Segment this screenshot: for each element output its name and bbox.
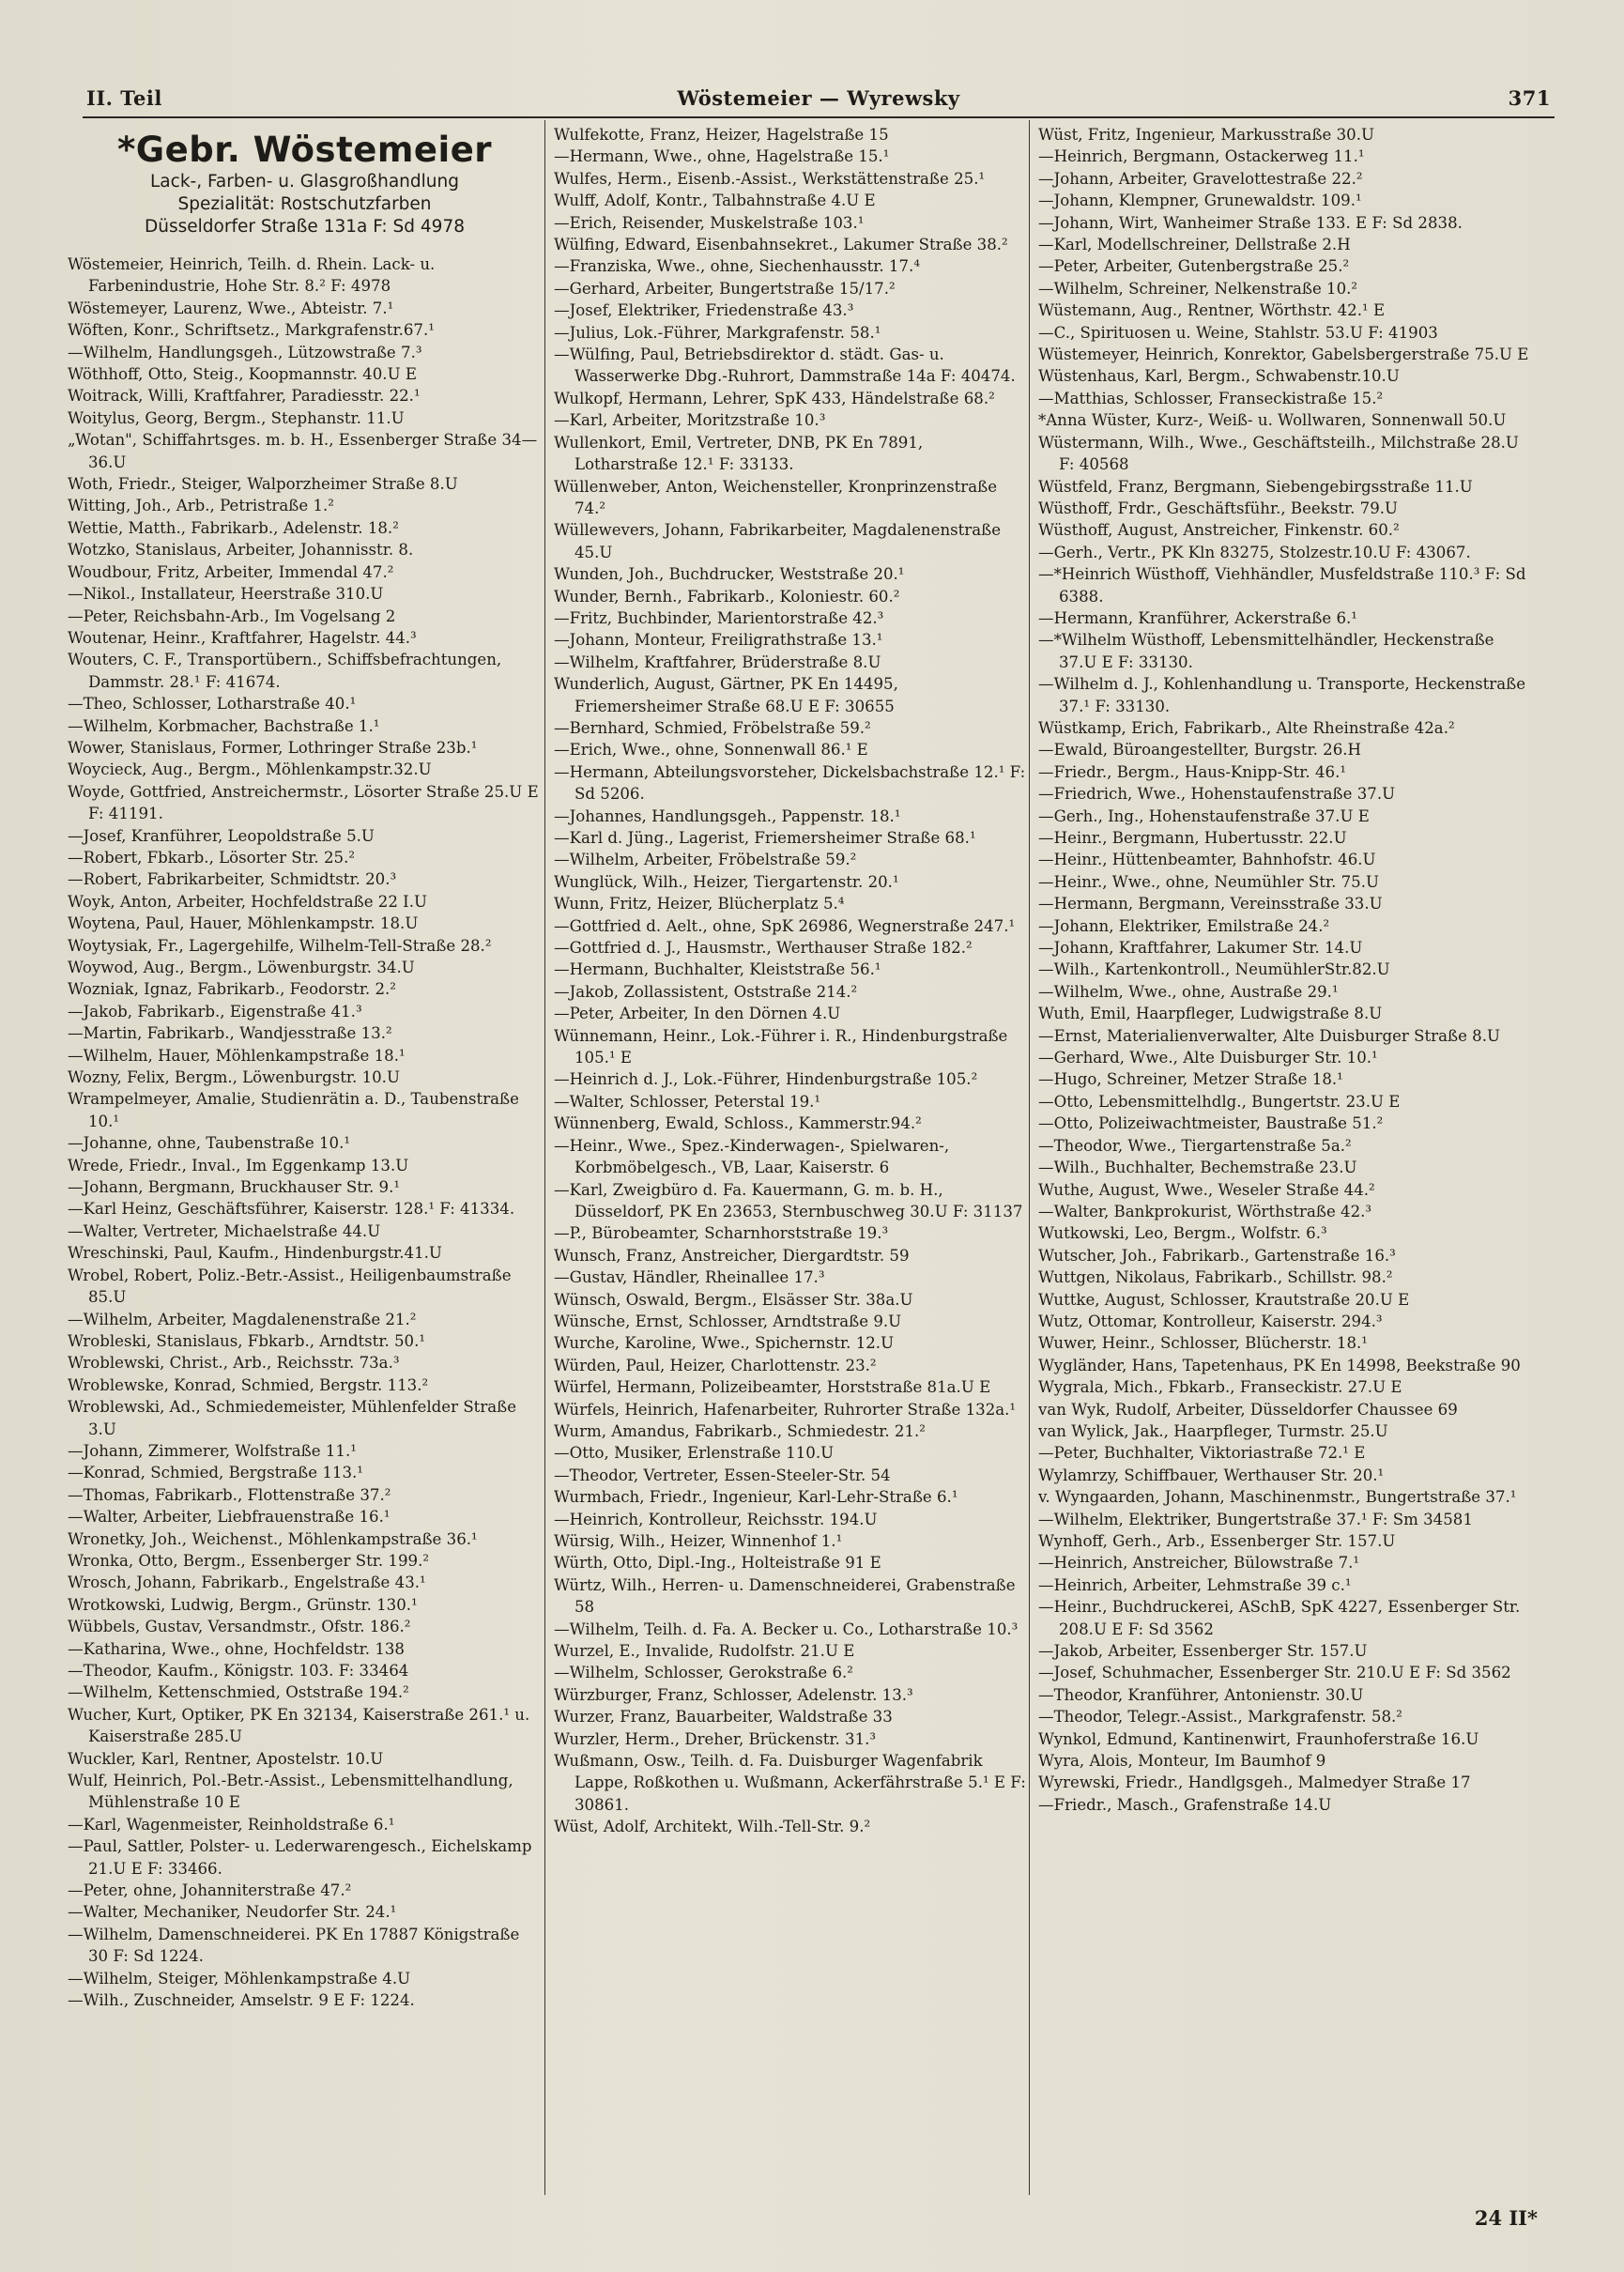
directory-entry: Wutkowski, Leo, Bergm., Wolfstr. 6.³ (1038, 1224, 1327, 1243)
directory-entry: Wulff, Adolf, Kontr., Talbahnstraße 4.U E (554, 192, 876, 210)
directory-entry: Wuttke, August, Schlosser, Krautstraße 20.U E (1038, 1290, 1410, 1309)
ad-line: Spezialität: Rostschutzfarben (177, 194, 432, 214)
column-middle (554, 124, 1028, 1838)
directory-entry: Wüllewevers, Johann, Fabrikarbeiter, Magdalenenstraße 45.U (554, 521, 1002, 561)
directory-entry: Wurm, Amandus, Fabrikarb., Schmiedestr. 21.² (554, 1421, 926, 1440)
directory-entry: —Gottfried d. J., Hausmstr., Werthauser Straße 182.² (554, 939, 973, 958)
directory-entry: —Wilhelm, Arbeiter, Fröbelstraße 59.² (554, 851, 857, 869)
directory-entry: —Hermann, Kranführer, Ackerstraße 6.¹ (1038, 608, 1357, 627)
directory-entry: —Karl, Zweigbüro d. Fa. Kauermann, G. m. b. H., Düsseldorf, PK En 23653, Sternbuschweg 30.U F: 31137 (554, 1180, 1023, 1220)
directory-entry: —Robert, Fabrikarbeiter, Schmidtstr. 20.³ (68, 870, 397, 889)
directory-entry: —P., Bürobeamter, Scharnhorststraße 19.³ (554, 1224, 889, 1243)
directory-entry: —Wilh., Buchhalter, Bechemstraße 23.U (1038, 1159, 1357, 1177)
directory-entry: Wulkopf, Hermann, Lehrer, SpK 433, Händelstraße 68.² (554, 389, 995, 407)
directory-entry: Wrotkowski, Ludwig, Bergm., Grünstr. 130.¹ (68, 1595, 418, 1614)
page-number: 371 (1508, 86, 1551, 110)
directory-entry: Würtz, Wilh., Herren- u. Damenschneiderei, Grabenstraße 58 (554, 1575, 1016, 1617)
directory-entry: Wrobleski, Stanislaus, Fbkarb., Arndtstr. 50.¹ (68, 1331, 426, 1350)
directory-entry: —Matthias, Schlosser, Franseckistraße 15.² (1038, 389, 1384, 407)
directory-entry: *Anna Wüster, Kurz-, Weiß- u. Wollwaren, Sonnenwall 50.U (1038, 411, 1507, 430)
directory-entry: Wrosch, Johann, Fabrikarb., Engelstraße 43.¹ (68, 1574, 426, 1592)
page-header (86, 86, 1551, 118)
section-label: II. Teil (86, 86, 162, 110)
directory-entry: —Peter, Arbeiter, Gutenbergstraße 25.² (1038, 257, 1350, 276)
directory-entry: —Walter, Bankprokurist, Wörthstraße 42.³ (1038, 1202, 1372, 1220)
directory-entry: —Gerh., Vertr., PK Kln 83275, Stolzestr.10.U F: 43067. (1038, 543, 1471, 561)
directory-entry: —Gustav, Händler, Rheinallee 17.³ (554, 1268, 825, 1287)
directory-entry: Woyde, Gottfried, Anstreichermstr., Lösorter Straße 25.U E F: 41191. (68, 782, 539, 823)
directory-entry: —Wilhelm, Elektriker, Bungertstraße 37.¹ F: Sm 34581 (1038, 1510, 1473, 1528)
directory-entry: Wutscher, Joh., Fabrikarb., Gartenstraße 16.³ (1038, 1246, 1396, 1265)
directory-entry: —Heinr., Wwe., ohne, Neumühler Str. 75.U (1038, 872, 1379, 891)
directory-entry: —*Heinrich Wüsthoff, Viehhändler, Musfeldstraße 110.³ F: Sd 6388. (1038, 565, 1526, 606)
directory-entry: —Heinrich, Kontrolleur, Reichsstr. 194.U (554, 1510, 878, 1528)
directory-entry: —Walter, Arbeiter, Liebfrauenstraße 16.¹ (68, 1508, 391, 1527)
directory-entry: —Wilhelm, Kraftfahrer, Brüderstraße 8.U (554, 652, 881, 671)
directory-entry: —Johann, Elektriker, Emilstraße 24.² (1038, 916, 1330, 935)
directory-entry: Wuth, Emil, Haarpfleger, Ludwigstraße 8.U (1038, 1005, 1383, 1023)
directory-entry: Wunder, Bernh., Fabrikarb., Koloniestr. 60.² (554, 587, 900, 606)
directory-entry: Woutenar, Heinr., Kraftfahrer, Hagelstr. 44.³ (68, 628, 417, 647)
directory-entry: Woycieck, Aug., Bergm., Möhlenkampstr.32.U (68, 760, 432, 779)
header-divider (83, 116, 1555, 118)
directory-entry: Wylamrzy, Schiffbauer, Werthauser Str. 20.¹ (1038, 1466, 1385, 1484)
directory-entry: —Peter, Arbeiter, In den Dörnen 4.U (554, 1005, 841, 1023)
directory-entry: Wöstemeyer, Laurenz, Wwe., Abteistr. 7.¹ (68, 299, 394, 317)
directory-entry: —Heinrich, Arbeiter, Lehmstraße 39 c.¹ (1038, 1575, 1352, 1594)
directory-entry: Wurmbach, Friedr., Ingenieur, Karl-Lehr-Straße 6.¹ (554, 1488, 958, 1507)
directory-entry: Wulfekotte, Franz, Heizer, Hagelstraße 15 (554, 126, 889, 144)
directory-entry: Wüst, Fritz, Ingenieur, Markusstraße 30.U (1038, 126, 1374, 144)
directory-entry: —Jakob, Fabrikarb., Eigenstraße 41.³ (68, 1002, 362, 1021)
directory-entry: —Johann, Arbeiter, Gravelottestraße 22.² (1038, 169, 1363, 188)
directory-entry: Wullenkort, Emil, Vertreter, DNB, PK En 7891, Lotharstraße 12.¹ F: 33133. (554, 433, 924, 474)
directory-entry: —Johann, Klempner, Grunewaldstr. 109.¹ (1038, 192, 1362, 210)
directory-entry: Würth, Otto, Dipl.-Ing., Holteistraße 91 E (554, 1554, 881, 1573)
directory-entry: —Karl Heinz, Geschäftsführer, Kaiserstr. 128.¹ F: 41334. (68, 1200, 515, 1219)
directory-entry: —Paul, Sattler, Polster- u. Lederwarengesch., Eichelskamp 21.U E F: 33466. (68, 1837, 532, 1878)
directory-entry: Woytena, Paul, Hauer, Möhlenkampstr. 18.U (68, 914, 419, 933)
directory-entry: Wüsthoff, August, Anstreicher, Finkenstr. 60.² (1038, 521, 1400, 540)
directory-entry: —Martin, Fabrikarb., Wandjesstraße 13.² (68, 1024, 392, 1043)
advertisement-box (68, 130, 542, 238)
directory-entry: Wygrala, Mich., Fbkarb., Franseckistr. 27.U E (1038, 1378, 1402, 1397)
directory-entry: Wüstkamp, Erich, Fabrikarb., Alte Rheinstraße 42a.² (1038, 718, 1455, 737)
directory-entry: —Theodor, Kranführer, Antonienstr. 30.U (1038, 1685, 1364, 1704)
directory-entry: —Friedrich, Wwe., Hohenstaufenstraße 37.U (1038, 785, 1396, 804)
directory-entry: —Nikol., Installateur, Heerstraße 310.U (68, 585, 384, 604)
directory-entry: —Thomas, Fabrikarb., Flottenstraße 37.² (68, 1485, 391, 1504)
column-left (68, 124, 542, 2012)
directory-entry: —Wilhelm, Hauer, Möhlenkampstraße 18.¹ (68, 1046, 406, 1065)
directory-entry: Würfels, Heinrich, Hafenarbeiter, Ruhrorter Straße 132a.¹ (554, 1400, 1017, 1419)
directory-entry: —Ewald, Büroangestellter, Burgstr. 26.H (1038, 741, 1362, 760)
directory-entry: —Friedr., Bergm., Haus-Knipp-Str. 46.¹ (1038, 762, 1347, 781)
directory-entry: —Wilh., Zuschneider, Amselstr. 9 E F: 1224. (68, 1991, 415, 2010)
directory-entry: —Fritz, Buchbinder, Marientorstraße 42.³ (554, 608, 884, 627)
directory-entry: Wrampelmeyer, Amalie, Studienrätin a. D., Taubenstraße 10.¹ (68, 1090, 519, 1130)
directory-entry: Wünsch, Oswald, Bergm., Elsässer Str. 38a.U (554, 1290, 913, 1309)
directory-entry: Wünnenberg, Ewald, Schloss., Kammerstr.94.² (554, 1114, 922, 1133)
directory-entry: Wotzko, Stanislaus, Arbeiter, Johannisstr. 8. (68, 541, 414, 560)
directory-entry: Wreschinski, Paul, Kaufm., Hindenburgstr.41.U (68, 1244, 442, 1263)
directory-entry: Woth, Friedr., Steiger, Walporzheimer Straße 8.U (68, 475, 458, 494)
directory-entry: Wunden, Joh., Buchdrucker, Weststraße 20.¹ (554, 565, 905, 584)
directory-entry: —Peter, Reichsbahn-Arb., Im Vogelsang 2 (68, 606, 396, 625)
directory-entry: —Heinr., Wwe., Spez.-Kinderwagen-, Spielwaren-, Korbmöbelgesch., VB, Laar, Kaiserstr. 6 (554, 1136, 950, 1177)
directory-entry: —Theodor, Kaufm., Königstr. 103. F: 33464 (68, 1662, 409, 1680)
directory-entry: —Karl, Arbeiter, Moritzstraße 10.³ (554, 411, 826, 430)
directory-entry: Woytysiak, Fr., Lagergehilfe, Wilhelm-Tell-Straße 28.² (68, 936, 492, 955)
directory-entry: —Heinr., Hüttenbeamter, Bahnhofstr. 46.U (1038, 851, 1376, 869)
directory-entry: —Peter, Buchhalter, Viktoriastraße 72.¹ E (1038, 1444, 1366, 1463)
directory-entry: Wroblewske, Konrad, Schmied, Bergstr. 113.² (68, 1375, 429, 1394)
directory-entry: Würsig, Wilh., Heizer, Winnenhof 1.¹ (554, 1532, 843, 1550)
directory-entry: —Hugo, Schreiner, Metzer Straße 18.¹ (1038, 1070, 1343, 1089)
directory-entry: —Josef, Kranführer, Leopoldstraße 5.U (68, 826, 375, 845)
directory-entry: Wurzer, Franz, Bauarbeiter, Waldstraße 33 (554, 1708, 893, 1727)
directory-entry: Woudbour, Fritz, Arbeiter, Immendal 47.² (68, 562, 394, 581)
directory-entry: —Erich, Wwe., ohne, Sonnenwall 86.¹ E (554, 741, 868, 760)
directory-entry: Wüstfeld, Franz, Bergmann, Siebengebirgsstraße 11.U (1038, 477, 1473, 496)
column-divider (1029, 120, 1030, 2195)
directory-entry: Wynkol, Edmund, Kantinenwirt, Fraunhoferstraße 16.U (1038, 1729, 1479, 1748)
directory-entry: —Gerh., Ing., Hohenstaufenstraße 37.U E (1038, 806, 1370, 825)
directory-entry: Wöstemeier, Heinrich, Teilh. d. Rhein. Lack- u. Farbenindustrie, Hohe Str. 8.² F: 4978 (68, 255, 436, 296)
running-title: Wöstemeier — Wyrewsky (677, 86, 960, 110)
directory-entry: Wünnemann, Heinr., Lok.-Führer i. R., Hindenburgstraße 105.¹ E (554, 1026, 1008, 1067)
directory-entry: Wrede, Friedr., Inval., Im Eggenkamp 13.U (68, 1156, 409, 1174)
directory-entry: —Karl d. Jüng., Lagerist, Friemersheimer Straße 68.¹ (554, 829, 976, 847)
directory-entry: Wucher, Kurt, Optiker, PK En 32134, Kaiserstraße 261.¹ u. Kaiserstraße 285.U (68, 1705, 530, 1746)
directory-entry: —Walter, Mechaniker, Neudorfer Str. 24.¹ (68, 1903, 397, 1922)
directory-entry: Wuwer, Heinr., Schlosser, Blücherstr. 18.¹ (1038, 1334, 1368, 1353)
directory-entry: Wunn, Fritz, Heizer, Blücherplatz 5.⁴ (554, 895, 845, 913)
directory-entry: van Wyk, Rudolf, Arbeiter, Düsseldorfer Chaussee 69 (1038, 1400, 1458, 1419)
directory-entry: —Heinrich, Anstreicher, Bülowstraße 7.¹ (1038, 1554, 1360, 1573)
directory-entry: Wüstemann, Aug., Rentner, Wörthstr. 42.¹ E (1038, 301, 1386, 320)
directory-entry: —Josef, Schuhmacher, Essenberger Str. 210.U E F: Sd 3562 (1038, 1664, 1511, 1682)
directory-entry: Wünsche, Ernst, Schlosser, Arndtstraße 9.U (554, 1312, 902, 1330)
directory-entry: —Johann, Wirt, Wanheimer Straße 133. E F: Sd 2838. (1038, 213, 1463, 232)
signature-mark: 24 II* (1474, 2206, 1538, 2230)
directory-entry: Wüstermann, Wilh., Wwe., Geschäftsteilh., Milchstraße 28.U F: 40568 (1038, 433, 1519, 474)
directory-entry: —Theodor, Vertreter, Essen-Steeler-Str. 54 (554, 1466, 891, 1484)
directory-entry: Wülfing, Edward, Eisenbahnsekret., Lakumer Straße 38.² (554, 236, 1008, 254)
directory-entry: —Bernhard, Schmied, Fröbelstraße 59.² (554, 718, 871, 737)
directory-entry: —Wilhelm, Schreiner, Nelkenstraße 10.² (1038, 279, 1358, 298)
directory-entry: Wozniak, Ignaz, Fabrikarb., Feodorstr. 2.² (68, 980, 396, 999)
directory-entry: Wozny, Felix, Bergm., Löwenburgstr. 10.U (68, 1068, 400, 1087)
directory-entry: —Otto, Musiker, Erlenstraße 110.U (554, 1444, 835, 1463)
directory-entry: —Katharina, Wwe., ohne, Hochfeldstr. 138 (68, 1639, 405, 1658)
directory-entry: Wuttgen, Nikolaus, Fabrikarb., Schillstr. 98.² (1038, 1268, 1393, 1287)
directory-entry: Wygländer, Hans, Tapetenhaus, PK En 14998, Beekstraße 90 (1038, 1356, 1521, 1374)
directory-entry: —Johanne, ohne, Taubenstraße 10.¹ (68, 1134, 351, 1153)
directory-entry: Witting, Joh., Arb., Petristraße 1.² (68, 497, 334, 515)
directory-entry: —Heinr., Buchdruckerei, ASchB, SpK 4227, Essenberger Str. 208.U E F: Sd 3562 (1038, 1598, 1521, 1638)
directory-entry: —Wilhelm, Arbeiter, Magdalenenstraße 21.² (68, 1310, 417, 1328)
directory-entry: —Franziska, Wwe., ohne, Siechenhausstr. 17.⁴ (554, 257, 920, 276)
directory-entry: Wunglück, Wilh., Heizer, Tiergartenstr. 20.¹ (554, 872, 899, 891)
directory-entry: Wower, Stanislaus, Former, Lothringer Straße 23b.¹ (68, 738, 478, 757)
directory-entry: —Jakob, Arbeiter, Essenberger Str. 157.U (1038, 1642, 1368, 1661)
directory-entry: —Peter, ohne, Johanniterstraße 47.² (68, 1881, 352, 1900)
directory-entry: —Gottfried d. Aelt., ohne, SpK 26986, Wegnerstraße 247.¹ (554, 916, 1016, 935)
directory-entry: van Wylick, Jak., Haarpfleger, Turmstr. 25.U (1038, 1421, 1388, 1440)
directory-entry: Wynhoff, Gerh., Arb., Essenberger Str. 157.U (1038, 1532, 1396, 1550)
directory-entry: Wronka, Otto, Bergm., Essenberger Str. 199.² (68, 1551, 429, 1570)
directory-entry: —Karl, Modellschreiner, Dellstraße 2.H (1038, 236, 1351, 254)
directory-entry: —Theodor, Wwe., Tiergartenstraße 5a.² (1038, 1136, 1352, 1155)
directory-entry: —Wilhelm, Schlosser, Gerokstraße 6.² (554, 1664, 853, 1682)
directory-entry: —Walter, Vertreter, Michaelstraße 44.U (68, 1221, 381, 1240)
column-divider (544, 120, 545, 2195)
directory-entry: Würden, Paul, Heizer, Charlottenstr. 23.² (554, 1356, 877, 1374)
directory-entry: Wußmann, Osw., Teilh. d. Fa. Duisburger Wagenfabrik Lappe, Roßkothen u. Wußmann, Ackerfährstraße 5.¹ E F: 30861. (554, 1752, 1026, 1814)
directory-entry: —Wilhelm, Steiger, Möhlenkampstraße 4.U (68, 1969, 411, 1988)
directory-entry: —C., Spirituosen u. Weine, Stahlstr. 53.U F: 41903 (1038, 323, 1438, 342)
directory-entry: —Friedr., Masch., Grafenstraße 14.U (1038, 1795, 1332, 1814)
directory-entry: —Otto, Lebensmittelhdlg., Bungertstr. 23.U E (1038, 1092, 1401, 1111)
directory-entry: Wroblewski, Ad., Schmiedemeister, Mühlenfelder Straße 3.U (68, 1398, 517, 1438)
entry-list (68, 253, 542, 2012)
directory-entry: Wutz, Ottomar, Kontrolleur, Kaiserstr. 294.³ (1038, 1312, 1383, 1330)
directory-entry: —Theo, Schlosser, Lotharstraße 40.¹ (68, 695, 357, 714)
entry-list (1038, 124, 1536, 1816)
directory-entry: —Hermann, Wwe., ohne, Hagelstraße 15.¹ (554, 147, 890, 166)
directory-entry: Woyk, Anton, Arbeiter, Hochfeldstraße 22 I.U (68, 892, 428, 911)
directory-entry: Wyrewski, Friedr., Handlgsgeh., Malmedyer Straße 17 (1038, 1773, 1471, 1792)
directory-entry: —Wilh., Kartenkontroll., NeumühlerStr.82.U (1038, 960, 1390, 979)
directory-entry: —Heinrich d. J., Lok.-Führer, Hindenburgstraße 105.² (554, 1070, 978, 1089)
directory-entry: —Wilhelm, Handlungsgeh., Lützowstraße 7.³ (68, 343, 422, 361)
directory-entry: Wuthe, August, Wwe., Weseler Straße 44.² (1038, 1180, 1375, 1199)
directory-entry: —Konrad, Schmied, Bergstraße 113.¹ (68, 1464, 363, 1482)
directory-entry: —Hermann, Abteilungsvorsteher, Dickelsbachstraße 12.¹ F: Sd 5206. (554, 762, 1026, 804)
directory-entry: „Wotan", Schiffahrtsges. m. b. H., Essenberger Straße 34—36.U (68, 431, 538, 471)
directory-entry: Wübbels, Gustav, Versandmstr., Ofstr. 186.² (68, 1618, 411, 1636)
directory-entry: —Wilhelm, Wwe., ohne, Austraße 29.¹ (1038, 982, 1339, 1001)
directory-entry: —Wilhelm, Korbmacher, Bachstraße 1.¹ (68, 716, 380, 735)
directory-entry: Wunsch, Franz, Anstreicher, Diergardtstr. 59 (554, 1246, 910, 1265)
directory-entry: —Theodor, Telegr.-Assist., Markgrafenstr. 58.² (1038, 1708, 1402, 1727)
directory-entry: Woitylus, Georg, Bergm., Stephanstr. 11.U (68, 408, 405, 427)
directory-entry: Würzburger, Franz, Schlosser, Adelenstr. 13.³ (554, 1685, 913, 1704)
directory-entry: —Wülfing, Paul, Betriebsdirektor d. städt. Gas- u. Wasserwerke Dbg.-Ruhrort, Dammstraße 14a F: 40474. (554, 345, 1016, 386)
directory-entry: Woitrack, Willi, Kraftfahrer, Paradiesstr. 22.¹ (68, 387, 421, 406)
directory-entry: —Jakob, Zollassistent, Oststraße 214.² (554, 982, 858, 1001)
directory-entry: Wyra, Alois, Monteur, Im Baumhof 9 (1038, 1752, 1326, 1771)
directory-entry: Würfel, Hermann, Polizeibeamter, Horststraße 81a.U E (554, 1378, 991, 1397)
ad-line: Düsseldorfer Straße 131a F: Sd 4978 (145, 217, 465, 237)
directory-entry: —Heinrich, Bergmann, Ostackerweg 11.¹ (1038, 147, 1365, 166)
directory-entry: —Robert, Fbkarb., Lösorter Str. 25.² (68, 848, 356, 867)
directory-entry: —Johann, Kraftfahrer, Lakumer Str. 14.U (1038, 939, 1363, 958)
directory-entry: Wurzel, E., Invalide, Rudolfstr. 21.U E (554, 1642, 855, 1661)
directory-entry: v. Wyngaarden, Johann, Maschinenmstr., Bungertstraße 37.¹ (1038, 1488, 1517, 1507)
directory-entry: —Karl, Wagenmeister, Reinholdstraße 6.¹ (68, 1815, 395, 1834)
directory-entry: —Hermann, Bergmann, Vereinsstraße 33.U (1038, 895, 1383, 913)
directory-entry: —Julius, Lok.-Führer, Markgrafenstr. 58.¹ (554, 323, 881, 342)
directory-entry: —*Wilhelm Wüsthoff, Lebensmittelhändler, Heckenstraße 37.U E F: 33130. (1038, 631, 1494, 671)
directory-entry: Wüllenweber, Anton, Weichensteller, Kronprinzenstraße 74.² (554, 477, 998, 517)
directory-entry: Wurche, Karoline, Wwe., Spichernstr. 12.U (554, 1334, 895, 1353)
directory-entry: —Josef, Elektriker, Friedenstraße 43.³ (554, 301, 854, 320)
directory-entry: —Wilhelm, Damenschneiderei. PK En 17887 Königstraße 30 F: Sd 1224. (68, 1925, 520, 1966)
directory-entry: —Heinr., Bergmann, Hubertusstr. 22.U (1038, 829, 1347, 847)
entry-list (554, 124, 1028, 1838)
directory-entry: —Otto, Polizeiwachtmeister, Baustraße 51.² (1038, 1114, 1384, 1133)
directory-entry: —Johannes, Handlungsgeh., Pappenstr. 18.¹ (554, 806, 901, 825)
directory-entry: —Gerhard, Arbeiter, Bungertstraße 15/17.² (554, 279, 896, 298)
directory-entry: Wunderlich, August, Gärtner, PK En 14495, Friemersheimer Straße 68.U E F: 30655 (554, 675, 898, 715)
directory-entry: Wulf, Heinrich, Pol.-Betr.-Assist., Lebensmittelhandlung, Mühlenstraße 10 E (68, 1772, 513, 1812)
ad-line: Lack-, Farben- u. Glasgroßhandlung (150, 172, 459, 192)
directory-entry: Wüstenhaus, Karl, Bergm., Schwabenstr.10.U (1038, 367, 1400, 386)
directory-entry: Wroblewski, Christ., Arb., Reichsstr. 73a.³ (68, 1354, 400, 1373)
directory-entry: —Wilhelm, Teilh. d. Fa. A. Becker u. Co., Lotharstraße 10.³ (554, 1620, 1019, 1638)
directory-entry: —Hermann, Buchhalter, Kleiststraße 56.¹ (554, 960, 881, 979)
directory-entry: —Johann, Bergmann, Bruckhauser Str. 9.¹ (68, 1178, 401, 1197)
directory-entry: Wurzler, Herm., Dreher, Brückenstr. 31.³ (554, 1729, 877, 1748)
directory-entry: —Erich, Reisender, Muskelstraße 103.¹ (554, 213, 865, 232)
directory-entry: —Johann, Monteur, Freiligrathstraße 13.¹ (554, 631, 883, 650)
directory-entry: Wrobel, Robert, Poliz.-Betr.-Assist., Heiligenbaumstraße 85.U (68, 1266, 512, 1307)
directory-entry: Wüstemeyer, Heinrich, Konrektor, Gabelsbergerstraße 75.U E (1038, 345, 1529, 364)
directory-entry: —Ernst, Materialienverwalter, Alte Duisburger Straße 8.U (1038, 1026, 1500, 1045)
directory-entry: Wulfes, Herm., Eisenb.-Assist., Werkstättenstraße 25.¹ (554, 169, 986, 188)
directory-entry: —Walter, Schlosser, Peterstal 19.¹ (554, 1092, 821, 1111)
directory-entry: Wüsthoff, Frdr., Geschäftsführ., Beekstr. 79.U (1038, 499, 1399, 517)
directory-entry: —Johann, Zimmerer, Wolfstraße 11.¹ (68, 1441, 357, 1460)
directory-entry: —Wilhelm, Kettenschmied, Oststraße 194.² (68, 1683, 409, 1702)
column-right (1038, 124, 1536, 1816)
ad-company-name: *Gebr. Wöstemeier (116, 130, 493, 170)
directory-entry: Wüst, Adolf, Architekt, Wilh.-Tell-Str. 9.² (554, 1818, 871, 1836)
directory-entry: —Wilhelm d. J., Kohlenhandlung u. Transporte, Heckenstraße 37.¹ F: 33130. (1038, 675, 1526, 715)
directory-entry: —Gerhard, Wwe., Alte Duisburger Str. 10.¹ (1038, 1049, 1378, 1067)
directory-entry: Wronetky, Joh., Weichenst., Möhlenkampstraße 36.¹ (68, 1529, 478, 1548)
directory-entry: Wöthhoff, Otto, Steig., Koopmannstr. 40.U E (68, 365, 417, 384)
directory-entry: Woywod, Aug., Bergm., Löwenburgstr. 34.U (68, 959, 415, 976)
directory-entry: Wouters, C. F., Transportübern., Schiffsbefrachtungen, Dammstr. 28.¹ F: 41674. (68, 651, 502, 691)
directory-entry: Wuckler, Karl, Rentner, Apostelstr. 10.U (68, 1749, 384, 1768)
directory-entry: Wettie, Matth., Fabrikarb., Adelenstr. 18.² (68, 518, 399, 537)
directory-entry: Wöften, Konr., Schriftsetz., Markgrafenstr.67.¹ (68, 321, 435, 340)
